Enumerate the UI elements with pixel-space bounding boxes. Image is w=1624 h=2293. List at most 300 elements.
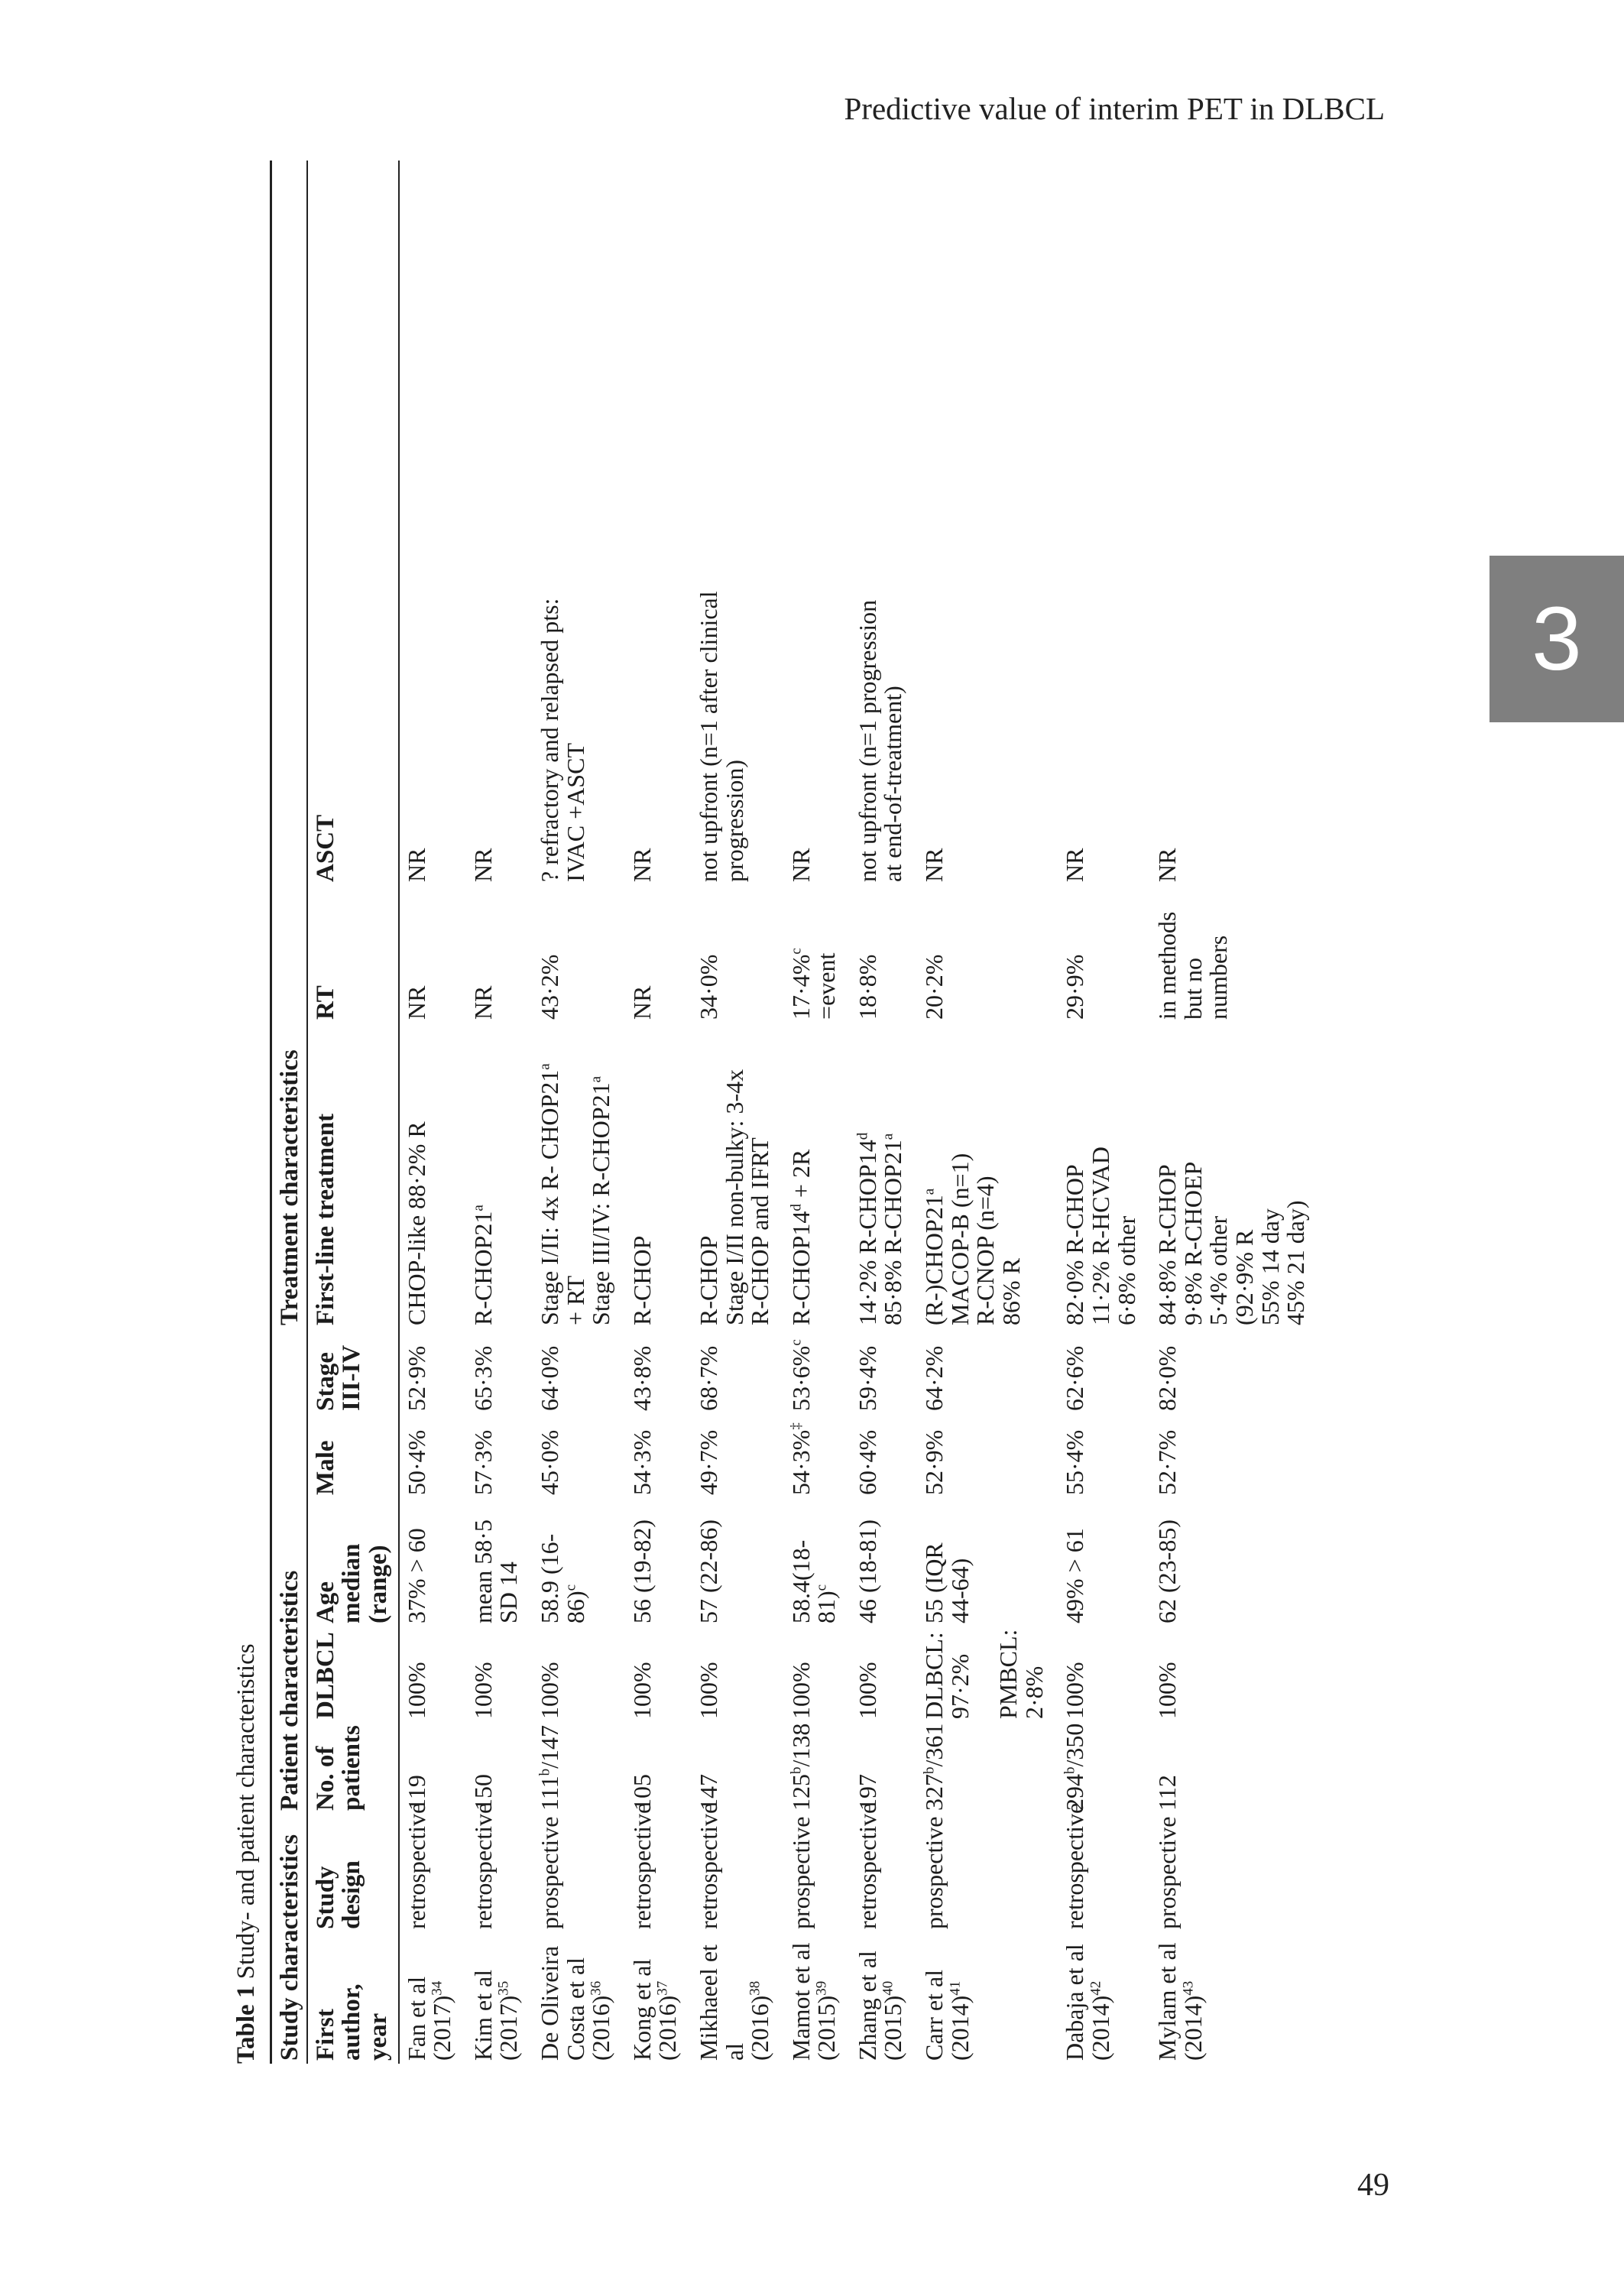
stage-line	[1155, 1335, 1181, 1411]
age-sup: c	[562, 1584, 579, 1591]
cell-asct	[399, 161, 457, 885]
col-age: Age median (range)	[311, 1543, 392, 1623]
asct-2-line	[880, 167, 906, 882]
cell-dlbcl	[616, 1627, 682, 1722]
author-line	[404, 1938, 455, 2061]
patients-line	[855, 1728, 881, 1811]
treatment-line	[627, 1029, 656, 1325]
cell-male	[1049, 1414, 1141, 1498]
author-line	[537, 1938, 563, 2061]
treatment-5: 55% 14 day	[1256, 1208, 1284, 1325]
cell-age	[616, 1498, 682, 1627]
table-body	[399, 161, 1311, 2064]
stage-line	[696, 1335, 722, 1411]
cell-stage	[524, 1328, 616, 1414]
rt: 20·2%	[920, 954, 948, 1020]
treatment-2: 9·8% R-CHOEP	[1178, 1161, 1207, 1325]
author: Kong et al	[627, 1958, 656, 2061]
author-line	[696, 1938, 747, 2061]
cell-treatment	[616, 1023, 682, 1328]
author-line-2: (2017)	[494, 1995, 523, 2061]
design-line	[627, 1802, 656, 1929]
author-line	[627, 1938, 656, 2061]
asct-line	[696, 167, 722, 882]
table-row	[775, 161, 841, 2064]
cell-age	[524, 1498, 616, 1627]
cell-asct	[457, 161, 524, 885]
treatment-3: 5·4% other	[1204, 1215, 1233, 1325]
cell-patients	[908, 1722, 1049, 1814]
stage: 64·0%	[535, 1345, 563, 1411]
cell-rt	[841, 885, 908, 1023]
patients-line	[1061, 1723, 1089, 1811]
cell-asct	[1141, 161, 1311, 885]
cell-patients	[682, 1722, 775, 1814]
age-line	[468, 1504, 497, 1623]
cell-rt	[1049, 885, 1141, 1023]
table-row	[399, 161, 457, 2064]
treatment-line	[786, 1029, 815, 1325]
treatment-3-line	[1114, 1029, 1140, 1325]
treatment-3-line	[588, 1029, 614, 1325]
cell-stage	[1141, 1328, 1311, 1414]
cell-stage	[399, 1328, 457, 1414]
rt-2: but no	[1178, 958, 1207, 1020]
asct: NR	[786, 848, 815, 882]
spacer	[973, 1633, 996, 1719]
asct-2-line	[722, 167, 748, 882]
stage-line	[1062, 1335, 1088, 1411]
cell-author	[775, 1932, 841, 2064]
age: 57 (22-86)	[694, 1519, 722, 1623]
cell-rt	[616, 885, 682, 1023]
cell-rt	[775, 885, 841, 1023]
cell-male	[1141, 1414, 1311, 1498]
treatment-4-line	[999, 1029, 1025, 1325]
cell-dlbcl	[524, 1627, 616, 1722]
dlbcl: 100%	[694, 1662, 722, 1719]
design-line	[786, 1816, 815, 1929]
patients: 150	[468, 1773, 497, 1811]
treatment-line	[1155, 1029, 1181, 1325]
patients-tail: /138	[786, 1723, 815, 1767]
age: 58.9 (16-86)	[535, 1533, 589, 1623]
cell-age	[908, 1498, 1049, 1627]
age-2-line	[945, 1504, 974, 1623]
treatment: CHOP-like 88·2% R	[402, 1121, 430, 1325]
cell-male	[908, 1414, 1049, 1498]
cell-asct	[1049, 161, 1141, 885]
male: 49·7%	[694, 1429, 722, 1495]
running-header: Predictive value of interim PET in DLBCL	[844, 91, 1385, 126]
patients: 105	[627, 1773, 656, 1811]
age-line	[1155, 1504, 1181, 1623]
cell-author	[616, 1932, 682, 2064]
dlbcl-line	[627, 1633, 656, 1719]
cell-dlbcl	[908, 1627, 1049, 1722]
cell-dlbcl	[1049, 1627, 1141, 1722]
author-line-3-line	[588, 1938, 614, 2061]
asct: NR	[1153, 848, 1182, 882]
treatment-sup: a	[921, 1188, 938, 1195]
cell-dlbcl	[399, 1627, 457, 1722]
asct: NR	[627, 848, 656, 882]
cell-patients	[1049, 1722, 1141, 1814]
patients: 147	[694, 1773, 722, 1811]
cell-age	[1141, 1498, 1311, 1627]
male-line	[1155, 1420, 1181, 1495]
cell-patients	[616, 1722, 682, 1814]
cell-design	[1141, 1814, 1311, 1932]
cell-rt	[399, 885, 457, 1023]
author-line	[786, 1938, 815, 2061]
dlbcl: 100%	[1153, 1662, 1182, 1719]
cell-author	[1049, 1932, 1141, 2064]
rt: 29·9%	[1061, 954, 1089, 1020]
treatment-line	[1062, 1029, 1088, 1325]
age-sup: c	[813, 1584, 830, 1591]
treatment: R-CHOP21	[468, 1211, 497, 1325]
patients-line	[627, 1728, 656, 1811]
author-line-2-line	[814, 1938, 840, 2061]
design-line	[468, 1802, 497, 1929]
patients-line	[404, 1728, 430, 1811]
stage-line	[855, 1335, 881, 1411]
design: retrospective	[853, 1802, 881, 1929]
design-line	[535, 1816, 563, 1929]
cell-age	[775, 1498, 841, 1627]
male-line	[786, 1420, 815, 1495]
author-line-2: (2016)	[653, 1995, 682, 2061]
treatment-line	[855, 1029, 881, 1325]
patients: 125	[786, 1773, 815, 1811]
treatment-line	[468, 1029, 497, 1325]
author-line-2-sup: 37	[654, 1980, 671, 1996]
cell-age	[457, 1498, 524, 1627]
age-2-line	[496, 1504, 522, 1623]
design: retrospective	[402, 1802, 430, 1929]
treatment-2-line	[945, 1029, 974, 1325]
col-design: Study design	[311, 1860, 366, 1929]
rt: NR	[402, 985, 430, 1020]
asct-line	[468, 167, 497, 882]
dlbcl: 100%	[627, 1662, 656, 1719]
age-line	[855, 1504, 881, 1623]
asct-line	[627, 167, 656, 882]
stage-line	[786, 1335, 815, 1411]
treatment-2: MACOP-B (n=1)	[945, 1153, 974, 1325]
dlbcl: 100%	[535, 1662, 563, 1719]
male-line	[855, 1420, 881, 1495]
table-caption-label: Table 1	[232, 1985, 260, 2064]
author-line-2: Costa et al	[561, 1957, 589, 2061]
patients-line	[468, 1728, 497, 1811]
age: 49% > 61	[1061, 1528, 1089, 1623]
stage: 68·7%	[694, 1345, 722, 1411]
treatment-2: 11·2% R-HCVAD	[1087, 1146, 1115, 1325]
dlbcl-line	[786, 1633, 815, 1719]
rotated-table-container	[233, 161, 1341, 2064]
patients-line	[920, 1723, 948, 1811]
author: Mikhaeel et al	[694, 1944, 748, 2061]
cell-male	[457, 1414, 524, 1498]
author-line-2-line	[1088, 1938, 1114, 2061]
treatment: R-CHOP	[627, 1235, 656, 1325]
col-asct: ASCT	[311, 814, 339, 882]
design-line	[853, 1802, 881, 1929]
stage: 53·6%	[786, 1345, 815, 1411]
patients-sup: b	[921, 1766, 938, 1774]
table-caption	[233, 161, 270, 2064]
cell-design	[908, 1814, 1049, 1932]
patients-sup: b	[1062, 1766, 1078, 1774]
author: Mamot et al	[786, 1942, 815, 2061]
stage: 59·4%	[853, 1345, 881, 1411]
rt-line	[627, 891, 656, 1020]
treatment-3: 6·8% other	[1112, 1215, 1140, 1325]
treatment-4: 86% R	[997, 1257, 1025, 1325]
treatment-3: R-CHOP and IFRT	[746, 1137, 774, 1325]
dlbcl-4: 2·8%	[1019, 1665, 1048, 1719]
author-line	[922, 1938, 948, 2061]
cell-treatment	[457, 1023, 524, 1328]
dlbcl: 100%	[853, 1662, 881, 1719]
stage: 64·2%	[920, 1345, 948, 1411]
cell-treatment	[524, 1023, 616, 1328]
table-row	[457, 161, 524, 2064]
age-line	[1062, 1504, 1088, 1623]
cell-rt	[1141, 885, 1311, 1023]
rt: 43·2%	[535, 954, 563, 1020]
rt-line	[1155, 891, 1181, 1020]
author-line-2-sup: 43	[1180, 1980, 1197, 1996]
treatment-6: 45% 21 day)	[1282, 1200, 1310, 1325]
treatment-line	[922, 1029, 948, 1325]
cell-treatment	[1141, 1023, 1311, 1328]
rt-line	[855, 891, 881, 1020]
stage-line	[922, 1335, 948, 1411]
stage-line	[627, 1335, 656, 1411]
author-line-2-line	[945, 1938, 974, 2061]
age-line	[922, 1504, 948, 1623]
asct-2: at end-of-treatment)	[879, 686, 907, 882]
male: 54·3%	[786, 1429, 815, 1495]
male-line	[537, 1420, 563, 1495]
male-line	[1062, 1420, 1088, 1495]
cell-age	[399, 1498, 457, 1627]
asct-line	[855, 167, 881, 882]
col-male: Male	[311, 1440, 339, 1495]
cell-design	[682, 1802, 775, 1932]
group-study: Study characteristics	[271, 1814, 307, 2064]
treatment-2: 85·8% R-CHOP21	[879, 1140, 907, 1325]
patients: 112	[1153, 1775, 1182, 1811]
author-line-2-sup: 39	[813, 1980, 830, 1996]
cell-design	[1049, 1802, 1141, 1932]
rt: 18·8%	[853, 954, 881, 1020]
cell-male	[399, 1414, 457, 1498]
cell-design	[775, 1814, 841, 1932]
design-line	[402, 1802, 430, 1929]
col-rt: RT	[311, 985, 339, 1020]
treatment: (R-)CHOP21	[920, 1195, 948, 1325]
design: prospective	[1153, 1816, 1182, 1929]
author-line-2: (2016)	[746, 1995, 774, 2061]
asct-line	[1062, 167, 1088, 882]
cell-stage	[616, 1328, 682, 1414]
treatment-3-line	[973, 1029, 999, 1325]
age: 62 (23-85)	[1153, 1519, 1182, 1623]
patients-tail: /350	[1061, 1723, 1089, 1767]
author-line	[468, 1938, 497, 2061]
col-dlbcl: DLBCL	[311, 1632, 339, 1719]
male: 52·7%	[1153, 1429, 1182, 1495]
treatment-2-line	[722, 1029, 748, 1325]
treatment: 82·0% R-CHOP	[1061, 1164, 1089, 1325]
treatment: 84·8% R-CHOP	[1153, 1164, 1182, 1325]
cell-male	[682, 1414, 775, 1498]
author-line-2: (2014)	[945, 1995, 974, 2061]
treatment-line	[404, 1029, 430, 1325]
design: prospective	[535, 1816, 563, 1929]
age-line	[786, 1504, 841, 1623]
treatment-2: + RT	[561, 1275, 589, 1325]
age-2: 44-64)	[945, 1558, 974, 1623]
age: 56 (19-82)	[627, 1519, 656, 1623]
dlbcl-line	[537, 1633, 563, 1719]
cell-male	[841, 1414, 908, 1498]
male-line	[922, 1420, 948, 1495]
dlbcl: 100%	[468, 1662, 497, 1719]
author-line-2-line	[880, 1938, 906, 2061]
patients: 111	[535, 1776, 563, 1811]
dlbcl-line	[855, 1633, 881, 1719]
dlbcl: 100%	[402, 1662, 430, 1719]
cell-design	[841, 1802, 908, 1932]
cell-design	[457, 1802, 524, 1932]
age-2: SD 14	[494, 1562, 523, 1623]
author-line-2-line	[747, 1938, 773, 2061]
cell-treatment	[682, 1023, 775, 1328]
stage-line	[468, 1335, 497, 1411]
table-row	[524, 161, 616, 2064]
stage-line	[404, 1335, 430, 1411]
cell-rt	[457, 885, 524, 1023]
design: retrospective	[694, 1802, 722, 1929]
treatment-sup: d	[854, 1132, 871, 1140]
chapter-number: 3	[1532, 589, 1582, 689]
dlbcl-line	[1155, 1633, 1181, 1719]
cell-rt	[908, 885, 1049, 1023]
page-number: 49	[1357, 2168, 1389, 2203]
male: 45·0%	[535, 1429, 563, 1495]
rt-sup: c	[788, 948, 805, 955]
age: 58.4(18-81)	[786, 1539, 841, 1623]
col-stage: Stage III-IV	[311, 1344, 366, 1411]
asct: not upfront (n=1 after clinical	[694, 591, 722, 882]
dlbcl-line	[1062, 1633, 1088, 1719]
chapter-tab	[1489, 556, 1624, 722]
patients-tail: /147	[535, 1724, 563, 1769]
asct: NR	[402, 848, 430, 882]
group-patient: Patient characteristics	[271, 1328, 307, 1814]
rt-line	[1062, 891, 1088, 1020]
asct: NR	[1061, 848, 1089, 882]
dlbcl-line	[696, 1633, 722, 1719]
treatment-2-sup: a	[880, 1133, 896, 1140]
author-line-2-line	[655, 1938, 681, 2061]
cell-author	[841, 1932, 908, 2064]
rt-line	[468, 891, 497, 1020]
table-row	[1049, 161, 1141, 2064]
cell-treatment	[1049, 1023, 1141, 1328]
asct-line	[1155, 167, 1181, 882]
patients-tail: /361	[920, 1723, 948, 1767]
dlbcl: 100%	[1061, 1662, 1089, 1719]
author-line-2: (2014)	[1087, 1995, 1115, 2061]
cell-treatment	[841, 1023, 908, 1328]
author-line-2-line	[563, 1938, 589, 2061]
cell-author	[908, 1932, 1049, 2064]
cell-stage	[1049, 1328, 1141, 1414]
author-line-3-sup: 36	[588, 1980, 605, 1996]
cell-author	[1141, 1932, 1311, 2064]
male-sup: ‡	[788, 1422, 805, 1430]
patients-line	[1155, 1728, 1181, 1811]
rt-line	[537, 891, 563, 1020]
male: 60·4%	[853, 1429, 881, 1495]
table-column-header-row	[307, 161, 399, 2064]
treatment-line	[537, 1029, 563, 1325]
asct: NR	[468, 848, 497, 882]
table-row	[682, 161, 775, 2064]
patients-sup: b	[788, 1766, 805, 1774]
stage: 52·9%	[402, 1345, 430, 1411]
cell-treatment	[908, 1023, 1049, 1328]
male: 50·4%	[402, 1429, 430, 1495]
patients-line	[786, 1723, 815, 1811]
design: retrospective	[1061, 1802, 1089, 1929]
age-line	[404, 1504, 430, 1623]
rt-line	[922, 891, 948, 1020]
treatment: 14·2% R-CHOP14	[853, 1140, 881, 1325]
patients-sup: b	[536, 1768, 553, 1776]
rt: NR	[468, 985, 497, 1020]
cell-dlbcl	[775, 1627, 841, 1722]
author-line-2-sup: 41	[947, 1980, 963, 1996]
patients: 197	[853, 1773, 881, 1811]
treatment-sup: a	[470, 1205, 487, 1211]
cell-stage	[682, 1328, 775, 1414]
treatment-2: Stage I/II non-bulky: 3-4x	[720, 1069, 748, 1325]
author-line-2: (2015)	[879, 1995, 907, 2061]
author-line-2-line	[496, 1938, 522, 2061]
author-line-2-sup: 40	[880, 1980, 896, 1996]
cell-author	[524, 1932, 616, 2064]
asct-line	[404, 167, 430, 882]
male-line	[404, 1420, 430, 1495]
male: 57·3%	[468, 1429, 497, 1495]
patients: 119	[402, 1775, 430, 1811]
male: 55·4%	[1061, 1429, 1089, 1495]
col-author: First author, year	[311, 1983, 392, 2061]
cell-asct	[524, 161, 616, 885]
table-caption-text: Study- and patient characteristics	[232, 1643, 260, 1986]
cell-author	[457, 1932, 524, 2064]
treatment-3-line	[1206, 1029, 1232, 1325]
cell-author	[399, 1932, 457, 2064]
cell-stage	[908, 1328, 1049, 1414]
